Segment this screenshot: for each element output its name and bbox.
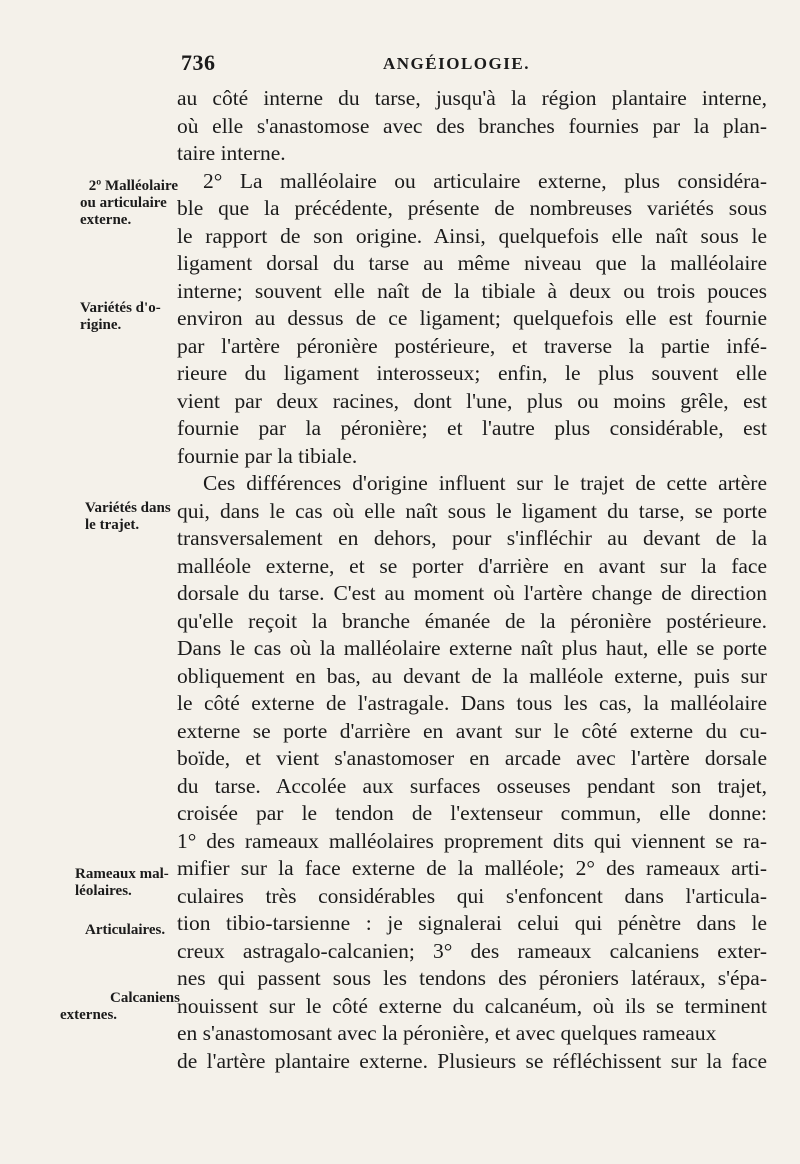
body-line: externe se porte d'arrière en avant sur le côté externe du cu- xyxy=(177,718,767,743)
body-line: mifier sur la face externe de la malléole; 2° des rameaux arti- xyxy=(177,856,767,880)
running-head: ANGÉIOLOGIE. xyxy=(383,54,530,73)
body-line: où elle s'anastomose avec des branches fournies par la plan- xyxy=(177,113,767,138)
page-header xyxy=(0,50,800,80)
margin-note-line: ou articulaire xyxy=(80,195,167,211)
body-line: malléole externe, et se porter d'arrière en avant sur la face xyxy=(177,553,767,578)
body-line: du tarse. Accolée aux surfaces osseuses pendant son trajet, xyxy=(177,773,767,798)
body-line: qui, dans le cas où elle naît sous le ligament du tarse, se porte xyxy=(177,498,767,523)
body-line: rieure du ligament interosseux; enfin, le plus souvent elle xyxy=(177,361,767,385)
margin-note-line: Articulaires. xyxy=(85,922,166,938)
body-line: nouissent sur le côté externe du calcanéum, où ils se terminent xyxy=(177,993,767,1018)
page-number: 736 xyxy=(181,50,216,75)
body-line: le côté externe de l'astragale. Dans tous les cas, la malléolaire xyxy=(177,691,767,715)
margin-note-articulaires xyxy=(85,922,165,939)
margin-note-line: 2º Malléolaire xyxy=(88,178,178,194)
body-line: vient par deux racines, dont l'une, plus ou moins grêle, est xyxy=(177,388,767,413)
margin-note-line: le trajet. xyxy=(85,517,140,533)
body-line: croisée par le tendon de l'extenseur commun, elle donne: xyxy=(177,801,767,825)
margin-note-line: externes. xyxy=(60,1007,118,1023)
body-line: ble que la précédente, présente de nombreuses variétés sous xyxy=(177,196,767,220)
body-line: Dans le cas où la malléolaire externe naît plus haut, elle se porte xyxy=(177,636,767,660)
body-line: transversalement en dehors, pour s'infléchir au devant de la xyxy=(177,526,767,550)
body-line: 1° des rameaux malléolaires proprement dits qui viennent se ra- xyxy=(177,828,767,853)
margin-note-line: Rameaux mal- xyxy=(75,866,169,882)
body-line: fournie par la péronière; et l'autre plus considérable, est xyxy=(177,416,767,440)
body-line: en s'anastomosant avec la péronière, et avec quelques rameaux xyxy=(177,1021,717,1045)
body-line: 2° La malléolaire ou articulaire externe, plus considéra- xyxy=(203,168,767,193)
body-line: fournie par la tibiale. xyxy=(177,443,358,468)
margin-note-line: rigine. xyxy=(80,317,122,333)
margin-note-line: léolaires. xyxy=(75,883,132,899)
body-line: nes qui passent sous les tendons des péroniers latéraux, s'épa- xyxy=(177,966,767,990)
body-line: au côté interne du tarse, jusqu'à la région plantaire interne, xyxy=(177,86,767,110)
body-line: qu'elle reçoit la branche émanée de la péronière postérieure. xyxy=(177,608,767,633)
body-line: par l'artère péronière postérieure, et traverse la partie infé- xyxy=(177,333,767,358)
margin-note-varietes-trajet xyxy=(85,500,171,534)
body-line: dorsale du tarse. C'est au moment où l'artère change de direction xyxy=(177,581,767,605)
margin-note-rameaux-malleolaires xyxy=(75,866,169,900)
margin-note-line: Variétés dans xyxy=(85,500,171,516)
body-line: boïde, et vient s'anastomoser en arcade avec l'artère dorsale xyxy=(177,746,767,770)
body-line: culaires très considérables qui s'enfoncent dans l'articula- xyxy=(177,883,767,908)
margin-note-line: Variétés d'o- xyxy=(80,300,161,316)
body-line: le rapport de son origine. Ainsi, quelquefois elle naît sous le xyxy=(177,223,767,248)
margin-note-malleolaire xyxy=(80,178,178,229)
margin-note-calcaniens xyxy=(60,990,180,1024)
body-line: creux astragalo-calcanien; 3° des rameaux calcaniens exter- xyxy=(177,938,767,963)
margin-note-line: Calcaniens xyxy=(109,990,180,1006)
body-line: de l'artère plantaire externe. Plusieurs se réfléchissent sur la face xyxy=(177,1048,767,1073)
body-line: ligament dorsal du tarse au même niveau que la malléolaire xyxy=(177,251,767,275)
margin-note-line: externe. xyxy=(80,212,132,228)
body-line: environ au dessus de ce ligament; quelquefois elle est fournie xyxy=(177,306,767,330)
margin-note-varietes-origine xyxy=(80,300,161,334)
body-line: tion tibio-tarsienne : je signalerai celui qui pénètre dans le xyxy=(177,911,767,935)
body-line: interne; souvent elle naît de la tibiale à deux ou trois pouces xyxy=(177,278,767,303)
body-line: taire interne. xyxy=(177,141,286,165)
body-line: Ces différences d'origine influent sur le trajet de cette artère xyxy=(203,471,767,495)
body-line: obliquement en bas, au devant de la malléole externe, puis sur xyxy=(177,663,767,688)
